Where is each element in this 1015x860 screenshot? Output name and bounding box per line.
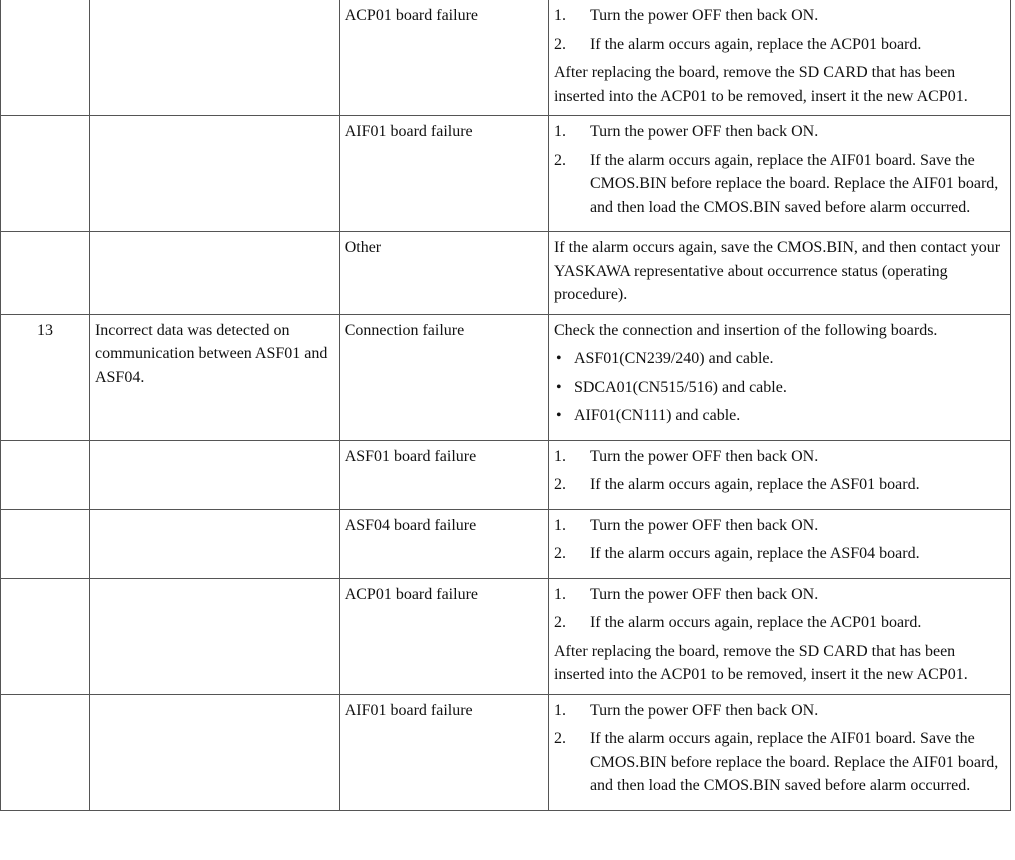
alarm-number-cell — [1, 509, 90, 578]
remedy-step — [554, 514, 1005, 538]
remedy-step — [554, 583, 1005, 607]
step-text: Turn the power OFF then back ON. — [589, 447, 819, 465]
step-number: 2. — [553, 614, 566, 631]
cause-cell: ACP01 board failure — [339, 578, 548, 694]
step-text: If the alarm occurs again, replace the AIF01 board. Save the CMOS.BIN before replace the board. Replace the AIF01 board, and then load the CMOS.BIN saved before alarm occurred. — [589, 730, 999, 794]
remedy-step — [554, 120, 1005, 144]
step-number: 1. — [553, 585, 566, 603]
step-number: 1. — [553, 7, 566, 24]
bullet-text: ASF01(CN239/240) and cable. — [573, 350, 774, 367]
alarm-number-cell — [1, 232, 90, 315]
bullet-dot-icon: • — [555, 378, 562, 396]
remedy-text: Check the connection and insertion of the following boards. — [553, 321, 938, 339]
table-row — [1, 440, 1011, 509]
step-number: 2. — [553, 476, 566, 493]
alarm-description-cell — [89, 0, 339, 116]
alarm-description-cell: Incorrect data was detected on communication between ASF01 and ASF04. — [89, 314, 339, 440]
remedy-cell — [548, 232, 1010, 315]
step-number: 2. — [553, 730, 566, 747]
table-row — [1, 694, 1011, 810]
alarm-description-cell — [89, 232, 339, 315]
step-text: If the alarm occurs again, replace the ACP01 board. — [589, 35, 922, 53]
step-number: 1. — [553, 701, 566, 719]
step-text: If the alarm occurs again, replace the AIF01 board. Save the CMOS.BIN before replace the board. Replace the AIF01 board, and then load the CMOS.BIN saved before alarm occurred. — [589, 151, 999, 216]
remedy-step — [554, 4, 1005, 28]
step-text: Turn the power OFF then back ON. — [589, 7, 819, 24]
remedy-step — [554, 149, 1005, 220]
alarm-number-cell — [1, 578, 90, 694]
alarm-number-cell — [1, 0, 90, 116]
remedy-cell — [548, 694, 1010, 810]
bullet-item — [554, 347, 1005, 371]
cause-cell: Other — [339, 232, 548, 315]
step-number: 1. — [553, 516, 566, 534]
table-row — [1, 232, 1011, 315]
alarm-description-cell — [89, 694, 339, 810]
remedy-step — [554, 542, 1005, 566]
remedy-cell — [548, 440, 1010, 509]
bullet-dot-icon: • — [555, 350, 562, 367]
step-text: Turn the power OFF then back ON. — [589, 585, 819, 603]
table-row — [1, 509, 1011, 578]
bullet-text: SDCA01(CN515/516) and cable. — [573, 378, 787, 396]
cause-cell: ACP01 board failure — [339, 0, 548, 116]
alarm-number-cell: 13 — [1, 314, 90, 440]
remedy-text: If the alarm occurs again, save the CMOS.BIN, and then contact your YASKAWA representative about occurrence status (operating procedure). — [553, 239, 1001, 303]
alarm-description-cell — [89, 440, 339, 509]
step-text: If the alarm occurs again, replace the ASF04 board. — [589, 545, 920, 562]
alarm-description-cell — [89, 578, 339, 694]
remedy-step — [554, 611, 1005, 635]
remedy-step — [554, 33, 1005, 57]
cause-cell: ASF01 board failure — [339, 440, 548, 509]
step-text: If the alarm occurs again, replace the ASF01 board. — [589, 476, 920, 493]
step-number: 2. — [553, 545, 566, 562]
table-row — [1, 314, 1011, 440]
bullet-item — [554, 376, 1005, 400]
step-text: If the alarm occurs again, replace the ACP01 board. — [589, 614, 922, 631]
remedy-cell — [548, 116, 1010, 232]
remedy-cell — [548, 0, 1010, 116]
table-row — [1, 116, 1011, 232]
alarm-number-cell — [1, 694, 90, 810]
step-text: Turn the power OFF then back ON. — [589, 123, 819, 140]
bullet-dot-icon: • — [555, 407, 562, 424]
remedy-cell — [548, 509, 1010, 578]
remedy-step — [554, 699, 1005, 723]
remedy-cell — [548, 314, 1010, 440]
step-text: Turn the power OFF then back ON. — [589, 701, 819, 719]
step-number: 1. — [553, 123, 566, 140]
remedy-cell — [548, 578, 1010, 694]
bullet-item — [554, 404, 1005, 428]
remedy-note: After replacing the board, remove the SD CARD that has been inserted into the ACP01 to be removed, insert it the new ACP01. — [553, 642, 968, 683]
cause-cell: AIF01 board failure — [339, 116, 548, 232]
remedy-step — [554, 727, 1005, 798]
step-text: Turn the power OFF then back ON. — [589, 516, 819, 534]
step-number: 2. — [553, 151, 566, 169]
cause-cell: AIF01 board failure — [339, 694, 548, 810]
alarm-description-cell — [89, 116, 339, 232]
cause-cell: Connection failure — [339, 314, 548, 440]
alarm-description-cell — [89, 509, 339, 578]
table-row — [1, 0, 1011, 116]
cause-cell: ASF04 board failure — [339, 509, 548, 578]
alarm-number-cell — [1, 116, 90, 232]
step-number: 2. — [553, 35, 566, 53]
bullet-text: AIF01(CN111) and cable. — [573, 407, 741, 424]
table-row — [1, 578, 1011, 694]
alarm-number-cell — [1, 440, 90, 509]
step-number: 1. — [553, 447, 566, 465]
remedy-note: After replacing the board, remove the SD CARD that has been inserted into the ACP01 to be removed, insert it the new ACP01. — [553, 64, 968, 105]
remedy-step — [554, 445, 1005, 469]
remedy-step — [554, 473, 1005, 497]
